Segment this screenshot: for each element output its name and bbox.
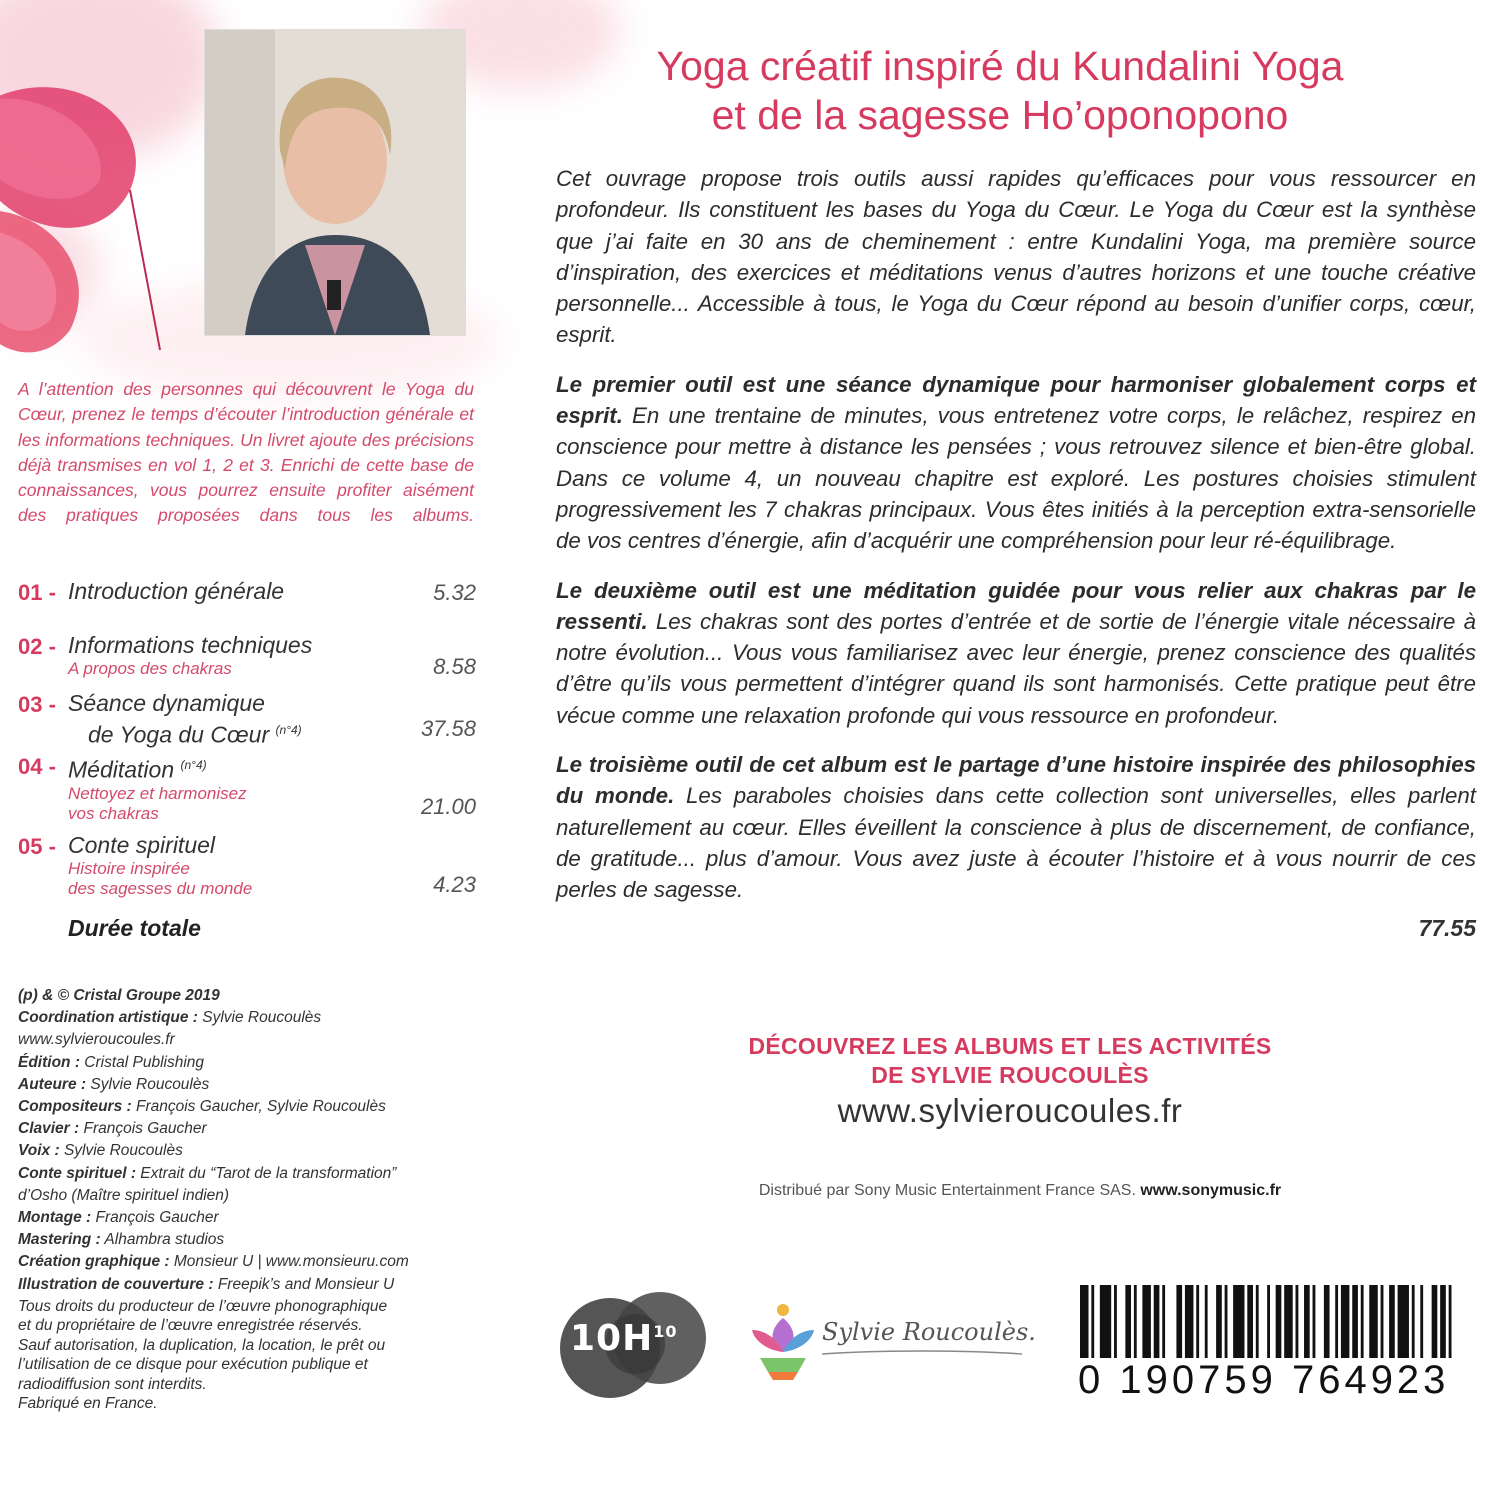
credit-value: Extrait du “Tarot de la transformation” bbox=[135, 1164, 397, 1182]
credit-row bbox=[18, 1185, 478, 1207]
paragraph-rest: Les chakras sont des portes d’entrée et de sortie de l’énergie vitale nécessaire à notre évolution... Vous vous familiarisez avec leur énergie, prenez conscience des qualités d’être qu’ils vous permettent d’intégrer quand ils sont harmonisés. Cette pratique peut être vécue comme une relaxation profonde qui vous ressource en profondeur. bbox=[556, 608, 1476, 728]
track-subtitle: A propos des chakras bbox=[68, 659, 232, 678]
track-subtitle-line2: vos chakras bbox=[68, 803, 159, 823]
track-subtitle: Histoire inspirée bbox=[68, 859, 190, 878]
track-duration: 4.23 bbox=[433, 872, 476, 897]
credits-block bbox=[18, 985, 478, 1414]
description-paragraph bbox=[556, 575, 1476, 731]
credit-value: Sylvie Roucoulès bbox=[86, 1075, 210, 1093]
distribution-note bbox=[560, 1182, 1480, 1200]
legal-line: radiodiffusion sont interdits. bbox=[18, 1375, 207, 1393]
label-logo-sup: 10 bbox=[653, 1322, 678, 1341]
website-link[interactable]: www.sylvieroucoules.fr bbox=[837, 1092, 1183, 1129]
track-item bbox=[18, 578, 476, 632]
credit-role: Clavier : bbox=[18, 1120, 80, 1138]
credit-value: www.sylvieroucoules.fr bbox=[18, 1031, 175, 1049]
track-subtitle-line2: des sagesses du monde bbox=[68, 879, 253, 898]
credit-value: Sylvie Roucoulès bbox=[59, 1142, 183, 1160]
track-title-line2 bbox=[88, 717, 476, 749]
credit-row bbox=[18, 1163, 478, 1185]
credit-row bbox=[18, 1007, 478, 1029]
credit-value: d’Osho (Maître spirituel indien) bbox=[18, 1186, 230, 1204]
legal-line: Fabriqué en France. bbox=[18, 1395, 158, 1413]
credit-rows bbox=[18, 1007, 478, 1296]
description-paragraph bbox=[556, 369, 1476, 557]
description-paragraph: Cet ouvrage propose trois outils aussi rapides qu’efficaces pour vous ressourcer en profondeur. Ils constituent les bases du Yoga du Cœur. Le Yoga du Cœur est la synthèse que j’ai faite en 30 ans de cheminement : entre Kundalini Yoga, ma première source d’inspiration, des exercices et méditations venus d’autres horizons et une touche créative personnelle... Accessible à tous, le Yoga du Cœur répond au besoin d’unifier corps, cœur, esprit. bbox=[556, 166, 1476, 348]
credit-role: Coordination artistique : bbox=[18, 1009, 198, 1027]
credit-role: Édition : bbox=[18, 1053, 80, 1071]
track-title-line2-text: de Yoga du Cœur bbox=[88, 721, 270, 748]
credit-role: Conte spirituel : bbox=[18, 1164, 136, 1182]
barcode-digits: 0 190759 764923 bbox=[1078, 1358, 1457, 1402]
track-item bbox=[18, 832, 476, 912]
paragraph-lead: Le troisième outil de cet album est le partage d’une histoire inspirée des philosophies du monde. bbox=[556, 752, 1476, 809]
copyright: (p) & © Cristal Groupe 2019 bbox=[18, 987, 220, 1004]
track-number: 04 - bbox=[18, 754, 56, 779]
credit-row bbox=[18, 1251, 478, 1273]
credit-row bbox=[18, 1029, 478, 1051]
credit-role: Montage : bbox=[18, 1209, 92, 1227]
credit-row bbox=[18, 1274, 478, 1296]
track-title: Informations techniques bbox=[68, 632, 313, 658]
track-number: 02 - bbox=[18, 634, 56, 659]
description-paragraph bbox=[556, 749, 1476, 905]
sony-link[interactable]: www.sonymusic.fr bbox=[1140, 1182, 1282, 1199]
legal-text bbox=[18, 1297, 478, 1414]
credit-role: Mastering : bbox=[18, 1231, 101, 1249]
credit-value: Monsieur U | www.monsieuru.com bbox=[169, 1253, 409, 1271]
credit-role: Compositeurs : bbox=[18, 1098, 132, 1116]
discover-heading bbox=[640, 1032, 1380, 1090]
label-logo-10h10 bbox=[560, 1290, 710, 1400]
paragraph-lead: Le deuxième outil est une méditation guidée pour vous relier aux chakras par le ressenti. bbox=[556, 577, 1476, 634]
track-item bbox=[18, 632, 476, 690]
track-title: Conte spirituel bbox=[68, 832, 216, 858]
credit-role: Illustration de couverture : bbox=[18, 1275, 214, 1293]
distribution-text: Distribué par Sony Music Entertainment France SAS. bbox=[758, 1182, 1141, 1199]
track-number-note: (n°4) bbox=[275, 723, 302, 737]
track-title: Introduction générale bbox=[68, 578, 285, 604]
barcode-number bbox=[1078, 1358, 1462, 1403]
track-duration: 8.58 bbox=[433, 654, 476, 679]
description bbox=[556, 163, 1476, 924]
intro-paragraph: A l’attention des personnes qui découvrent le Yoga du Cœur, prenez le temps d’écouter l’introduction générale et les informations techniques. Un livret ajoute des précisions déjà transmises en vol 1, 2 et 3. Enrichi de cette base de connaissances, vous pourrez ensuite profiter aisément des pratiques proposées dans tous les albums. bbox=[18, 379, 474, 526]
track-duration: 37.58 bbox=[420, 716, 476, 741]
total-duration: 77.55 bbox=[1418, 915, 1476, 941]
track-title-row bbox=[68, 752, 476, 784]
track-number: 01 - bbox=[18, 580, 56, 605]
credit-row bbox=[18, 1229, 478, 1251]
credit-row bbox=[18, 1118, 478, 1140]
signature-underline bbox=[822, 1348, 1022, 1358]
track-title: Séance dynamique bbox=[68, 690, 265, 716]
credit-value: Cristal Publishing bbox=[80, 1053, 205, 1071]
credit-value: Freepik’s and Monsieur U bbox=[213, 1275, 395, 1293]
credit-value: Alhambra studios bbox=[100, 1231, 225, 1249]
legal-line: Tous droits du producteur de l’œuvre phonographique bbox=[18, 1297, 388, 1315]
track-duration: 5.32 bbox=[433, 580, 476, 605]
credit-role: Auteure : bbox=[18, 1075, 87, 1093]
credit-role: Création graphique : bbox=[18, 1253, 170, 1271]
track-duration: 21.00 bbox=[420, 794, 476, 819]
paragraph-rest: Les paraboles choisies dans cette collection sont universelles, elles parlent naturellement au cœur. Elles éveillent la conscience à plus de discernement, de confiance, de gratitude... plus d’amour. Vous avez juste à écouter l’histoire et à vous nourrir de ces perles de sagesse. bbox=[556, 783, 1476, 903]
label-logo-text bbox=[570, 1318, 678, 1359]
headline-line-2: et de la sagesse Ho’oponopono bbox=[711, 92, 1289, 138]
track-number-note: (n°4) bbox=[180, 758, 207, 772]
total-label: Durée totale bbox=[68, 915, 201, 941]
credit-row bbox=[18, 1096, 478, 1118]
track-list bbox=[18, 578, 476, 912]
sylvie-roucoules-logo bbox=[748, 1300, 1038, 1380]
discover-line-2: DE SYLVIE ROUCOULÈS bbox=[871, 1062, 1149, 1088]
paragraph-rest: En une trentaine de minutes, vous entretenez votre corps, le relâchez, respirez en conscience pour mettre à distance les pensées ; vous retrouvez silence et bien-être global. Dans ce volume 4, un nouveau chapitre est exploré. Les postures choisies stimulent progressivement les 7 chakras principaux. Vous êtes initiés à la perception extra-sensorielle de vos centres d’énergie, afin d’acquérir une compréhension pour leur ré-équilibrage. bbox=[556, 403, 1476, 554]
author-photo bbox=[205, 30, 465, 335]
credit-value: François Gaucher bbox=[91, 1209, 219, 1227]
track-number: 05 - bbox=[18, 834, 56, 859]
butterfly-illustration bbox=[0, 40, 170, 370]
track-number: 03 - bbox=[18, 692, 56, 717]
legal-line: Sauf autorisation, la duplication, la location, le prêt ou bbox=[18, 1336, 386, 1354]
label-logo-main: 10H bbox=[570, 1318, 654, 1359]
discover-line-1: DÉCOUVREZ LES ALBUMS ET LES ACTIVITÉS bbox=[748, 1033, 1272, 1059]
track-item bbox=[18, 690, 476, 752]
credit-row bbox=[18, 1140, 478, 1162]
credit-value: François Gaucher bbox=[79, 1120, 207, 1138]
credit-value: François Gaucher, Sylvie Roucoulès bbox=[131, 1098, 386, 1116]
headline bbox=[560, 42, 1440, 140]
track-item bbox=[18, 752, 476, 832]
credit-role: Voix : bbox=[18, 1142, 60, 1160]
credit-row bbox=[18, 1207, 478, 1229]
sylvie-logo-text: Sylvie Roucoulès. bbox=[822, 1318, 1036, 1346]
credit-row bbox=[18, 1074, 478, 1096]
headline-line-1: Yoga créatif inspiré du Kundalini Yoga bbox=[656, 43, 1344, 89]
credit-row bbox=[18, 1052, 478, 1074]
paragraph-lead: Le premier outil est une séance dynamique pour harmoniser globalement corps et esprit. bbox=[556, 371, 1476, 429]
legal-line: l’utilisation de ce disque pour exécution publique et bbox=[18, 1356, 368, 1374]
credit-value: Sylvie Roucoulès bbox=[197, 1009, 322, 1027]
track-subtitle: Nettoyez et harmonisez bbox=[68, 783, 247, 803]
legal-line: et du propriétaire de l’œuvre enregistrée réservés. bbox=[18, 1317, 363, 1335]
track-title: Méditation bbox=[68, 756, 175, 783]
lotus-icon bbox=[748, 1300, 818, 1380]
